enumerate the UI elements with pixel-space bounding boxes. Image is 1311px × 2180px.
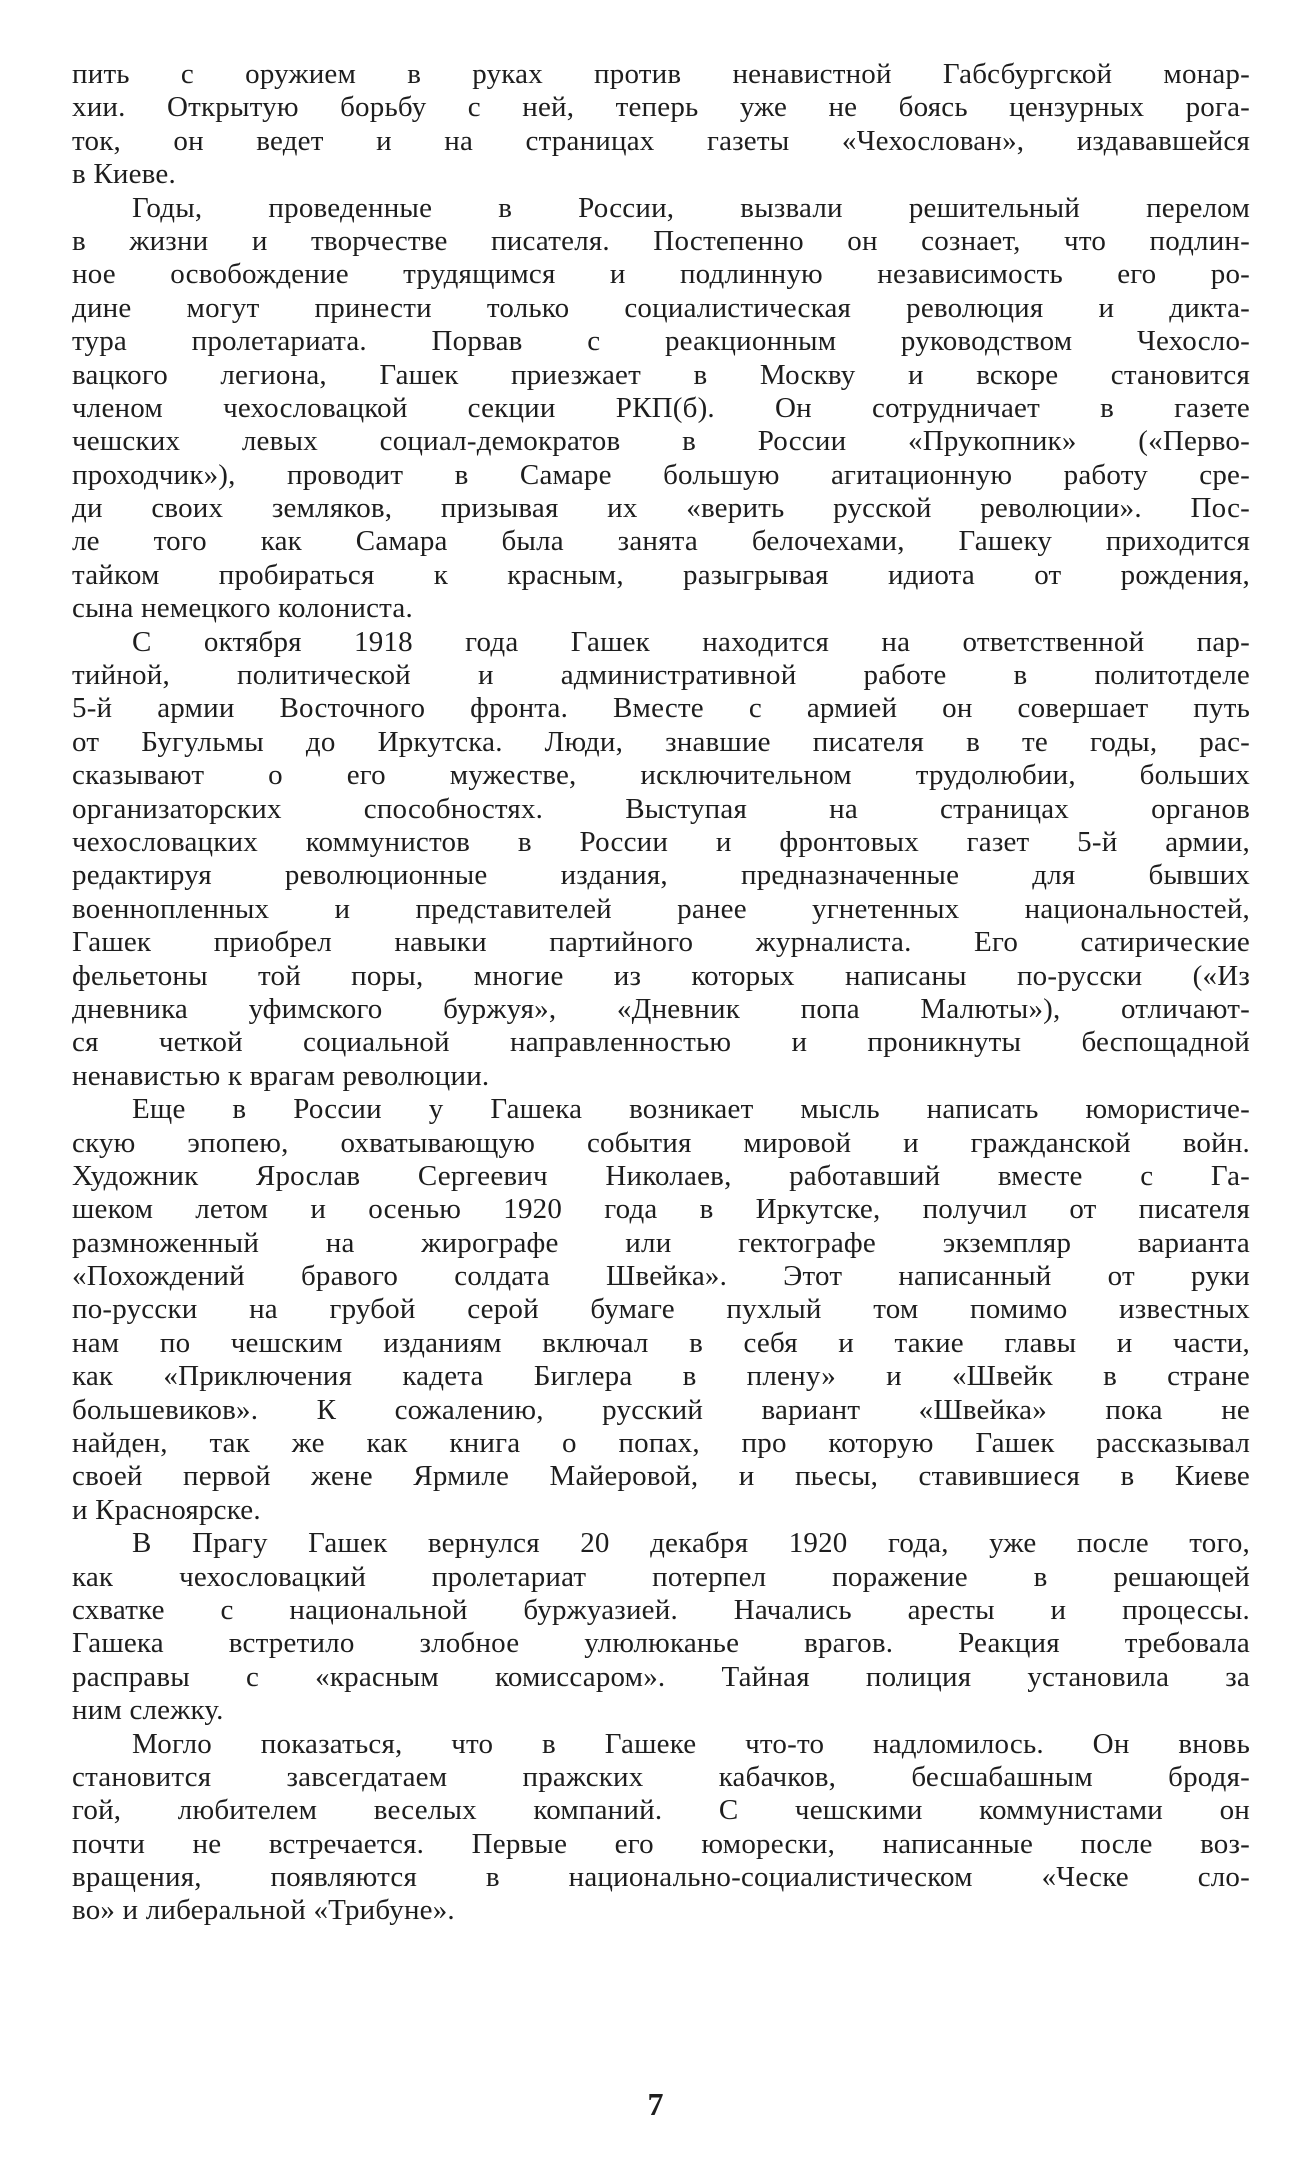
text-line: и Красноярске. [72, 1493, 261, 1526]
text-line: шеком летом и осенью 1920 года в Иркутске, получил от писателя [72, 1193, 1250, 1226]
text-line: Годы, проведенные в России, вызвали решительный перелом [132, 191, 1250, 224]
text-line: Гашек приобрел навыки партийного журналиста. Его сатирические [72, 926, 1250, 959]
text-line: почти не встречается. Первые его юморески, написанные после воз- [72, 1827, 1250, 1860]
text-line: тура пролетариата. Порвав с реакционным руководством Чехосло- [72, 325, 1250, 358]
text-line: по-русски на грубой серой бумаге пухлый том помимо известных [72, 1293, 1250, 1326]
text-line: ся четкой социальной направленностью и проникнуты беспощадной [72, 1026, 1250, 1059]
text-line: ле того как Самара была занята белочехами, Гашеку приходится [72, 525, 1250, 558]
text-line: дневника уфимского буржуя», «Дневник попа Малюты»), отличают- [72, 992, 1250, 1025]
text-line: в жизни и творчестве писателя. Постепенно он сознает, что подлин- [72, 224, 1250, 257]
text-line: С октября 1918 года Гашек находится на ответственной пар- [132, 625, 1250, 658]
text-line: от Бугульмы до Иркутска. Люди, знавшие писателя в те годы, рас- [72, 725, 1250, 758]
text-line: 5-й армии Восточного фронта. Вместе с армией он совершает путь [72, 692, 1250, 725]
text-line: тийной, политической и административной работе в политотделе [72, 659, 1250, 692]
text-line: схватке с национальной буржуазией. Начались аресты и процессы. [72, 1593, 1250, 1626]
text-line: своей первой жене Ярмиле Майеровой, и пьесы, ставившиеся в Киеве [72, 1460, 1250, 1493]
page-number: 7 [647, 2086, 664, 2122]
text-line: вращения, появляются в национально-социалистическом «Ческе сло- [72, 1861, 1250, 1894]
text-line: проходчик»), проводит в Самаре большую агитационную работу сре- [72, 458, 1250, 491]
text-line: ним слежку. [72, 1694, 224, 1727]
text-line: дине могут принести только социалистическая революция и дикта- [72, 291, 1250, 324]
text-line: как чехословацкий пролетариат потерпел поражение в решающей [72, 1560, 1250, 1593]
text-line: пить с оружием в руках против ненавистной Габсбургской монар- [72, 58, 1250, 90]
text-line: чехословацких коммунистов в России и фронтовых газет 5-й армии, [72, 825, 1250, 858]
text-line: ток, он ведет и на страницах газеты «Чехослован», издававшейся [72, 124, 1250, 157]
text-line: скую эпопею, охватывающую события мировой и гражданской войн. [72, 1126, 1250, 1159]
text-line: хии. Открытую борьбу с ней, теперь уже не боясь цензурных рога- [72, 91, 1250, 124]
text-line: гой, любителем веселых компаний. С чешскими коммунистами он [72, 1794, 1250, 1827]
text-line: ненавистью к врагам революции. [72, 1059, 490, 1092]
text-line: сказывают о его мужестве, исключительном трудолюбии, больших [72, 759, 1250, 792]
text-line: тайком пробираться к красным, разыгрывая идиота от рождения, [72, 558, 1250, 591]
text-line: расправы с «красным комиссаром». Тайная полиция установила за [72, 1660, 1250, 1693]
text-line: Гашека встретило злобное улюлюканье врагов. Реакция требовала [72, 1627, 1250, 1660]
text-line: становится завсегдатаем пражских кабачков, бесшабашным бродя- [72, 1760, 1250, 1793]
text-line: Еще в России у Гашека возникает мысль написать юмористиче- [132, 1093, 1250, 1126]
text-line: вацкого легиона, Гашек приезжает в Москву и вскоре становится [72, 358, 1250, 391]
text-line: Художник Ярослав Сергеевич Николаев, работавший вместе с Га- [72, 1159, 1250, 1192]
text-line: членом чехословацкой секции РКП(б). Он сотрудничает в газете [72, 391, 1250, 424]
text-line: нам по чешским изданиям включал в себя и такие главы и части, [72, 1326, 1250, 1359]
text-line: Могло показаться, что в Гашеке что-то надломилось. Он вновь [132, 1727, 1250, 1760]
text-line: В Прагу Гашек вернулся 20 декабря 1920 года, уже после того, [132, 1527, 1250, 1560]
text-line: сына немецкого колониста. [72, 592, 413, 625]
text-line: организаторских способностях. Выступая на страницах органов [72, 792, 1250, 825]
text-line: ное освобождение трудящимся и подлинную независимость его ро- [72, 258, 1250, 291]
text-line: в Киеве. [72, 158, 176, 191]
text-line: во» и либеральной «Трибуне». [72, 1894, 455, 1927]
text-line: чешских левых социал-демократов в России «Прукопник» («Перво- [72, 425, 1250, 458]
text-line: «Похождений бравого солдата Швейка». Этот написанный от руки [72, 1260, 1250, 1293]
text-line: военнопленных и представителей ранее угнетенных национальностей, [72, 892, 1250, 925]
text-line: редактируя революционные издания, предназначенные для бывших [72, 859, 1250, 892]
body-text [72, 58, 1250, 1928]
text-line: как «Приключения кадета Биглера в плену» и «Швейк в стране [72, 1360, 1250, 1393]
text-line: большевиков». К сожалению, русский вариант «Швейка» пока не [72, 1393, 1250, 1426]
text-line: размноженный на жирографе или гектографе экземпляр варианта [72, 1226, 1250, 1259]
text-line: ди своих земляков, призывая их «верить русской революции». Пос- [72, 492, 1250, 525]
text-line: фельетоны той поры, многие из которых написаны по-русски («Из [72, 959, 1250, 992]
text-line: найден, так же как книга о попах, про которую Гашек рассказывал [72, 1427, 1250, 1460]
